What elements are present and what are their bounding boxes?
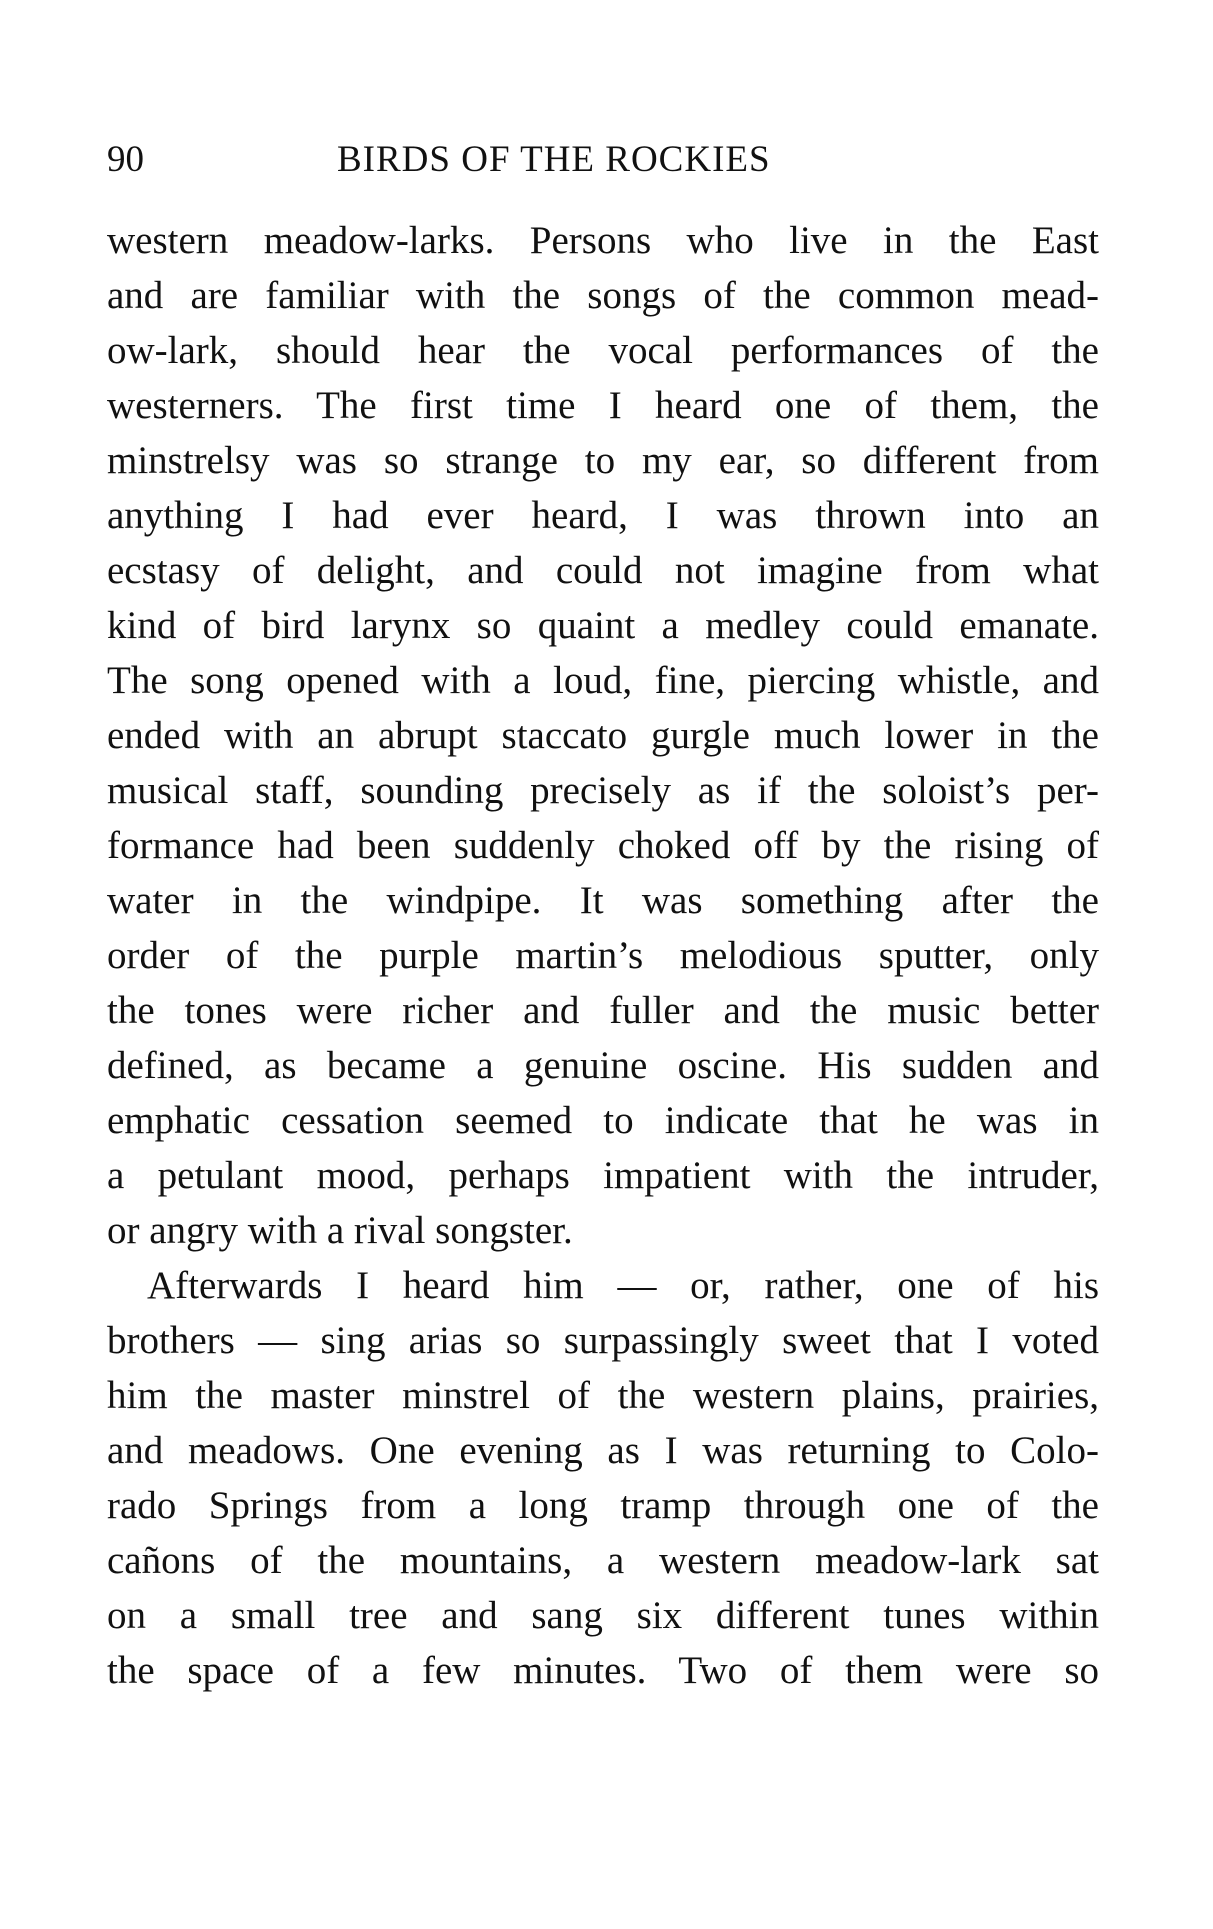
text-line: formance had been suddenly choked off by the rising of (107, 824, 1099, 867)
text-line: westerners. The first time I heard one of them, the (107, 384, 1099, 427)
text-line: order of the purple martin’s melodious sputter, only (107, 934, 1099, 977)
text-line: rado Springs from a long tramp through one of the (107, 1484, 1099, 1527)
body-text (107, 213, 1099, 1698)
text-line: ended with an abrupt staccato gurgle much lower in the (107, 714, 1099, 757)
text-line: him the master minstrel of the western plains, prairies, (107, 1374, 1099, 1417)
text-line: the tones were richer and fuller and the music better (107, 989, 1099, 1032)
text-line: defined, as became a genuine oscine. His sudden and (107, 1044, 1099, 1087)
text-line: and are familiar with the songs of the common mead- (107, 274, 1099, 317)
text-line: musical staff, sounding precisely as if the soloist’s per- (107, 769, 1099, 812)
text-line: emphatic cessation seemed to indicate that he was in (107, 1099, 1099, 1142)
text-line: Afterwards I heard him — or, rather, one of his (147, 1264, 1099, 1307)
text-line: anything I had ever heard, I was thrown into an (107, 494, 1099, 537)
text-line: kind of bird larynx so quaint a medley could emanate. (107, 604, 1099, 647)
text-line: brothers — sing arias so surpassingly sweet that I voted (107, 1319, 1099, 1362)
text-line: and meadows. One evening as I was returning to Colo- (107, 1429, 1099, 1472)
text-line: on a small tree and sang six different tunes within (107, 1594, 1099, 1637)
page-header (107, 138, 1097, 188)
text-line: The song opened with a loud, fine, piercing whistle, and (107, 659, 1099, 702)
page-number: 90 (107, 139, 144, 180)
text-line: minstrelsy was so strange to my ear, so different from (107, 439, 1099, 482)
text-line: the space of a few minutes. Two of them were so (107, 1649, 1099, 1692)
text-line: ow-lark, should hear the vocal performances of the (107, 329, 1099, 372)
text-line: western meadow-larks. Persons who live in the East (107, 219, 1099, 262)
text-line: cañons of the mountains, a western meadow-lark sat (107, 1539, 1099, 1582)
text-line: water in the windpipe. It was something after the (107, 879, 1099, 922)
text-line: a petulant mood, perhaps impatient with the intruder, (107, 1154, 1099, 1197)
text-line: ecstasy of delight, and could not imagine from what (107, 549, 1099, 592)
running-title: BIRDS OF THE ROCKIES (337, 139, 771, 180)
text-line: or angry with a rival songster. (107, 1209, 573, 1252)
